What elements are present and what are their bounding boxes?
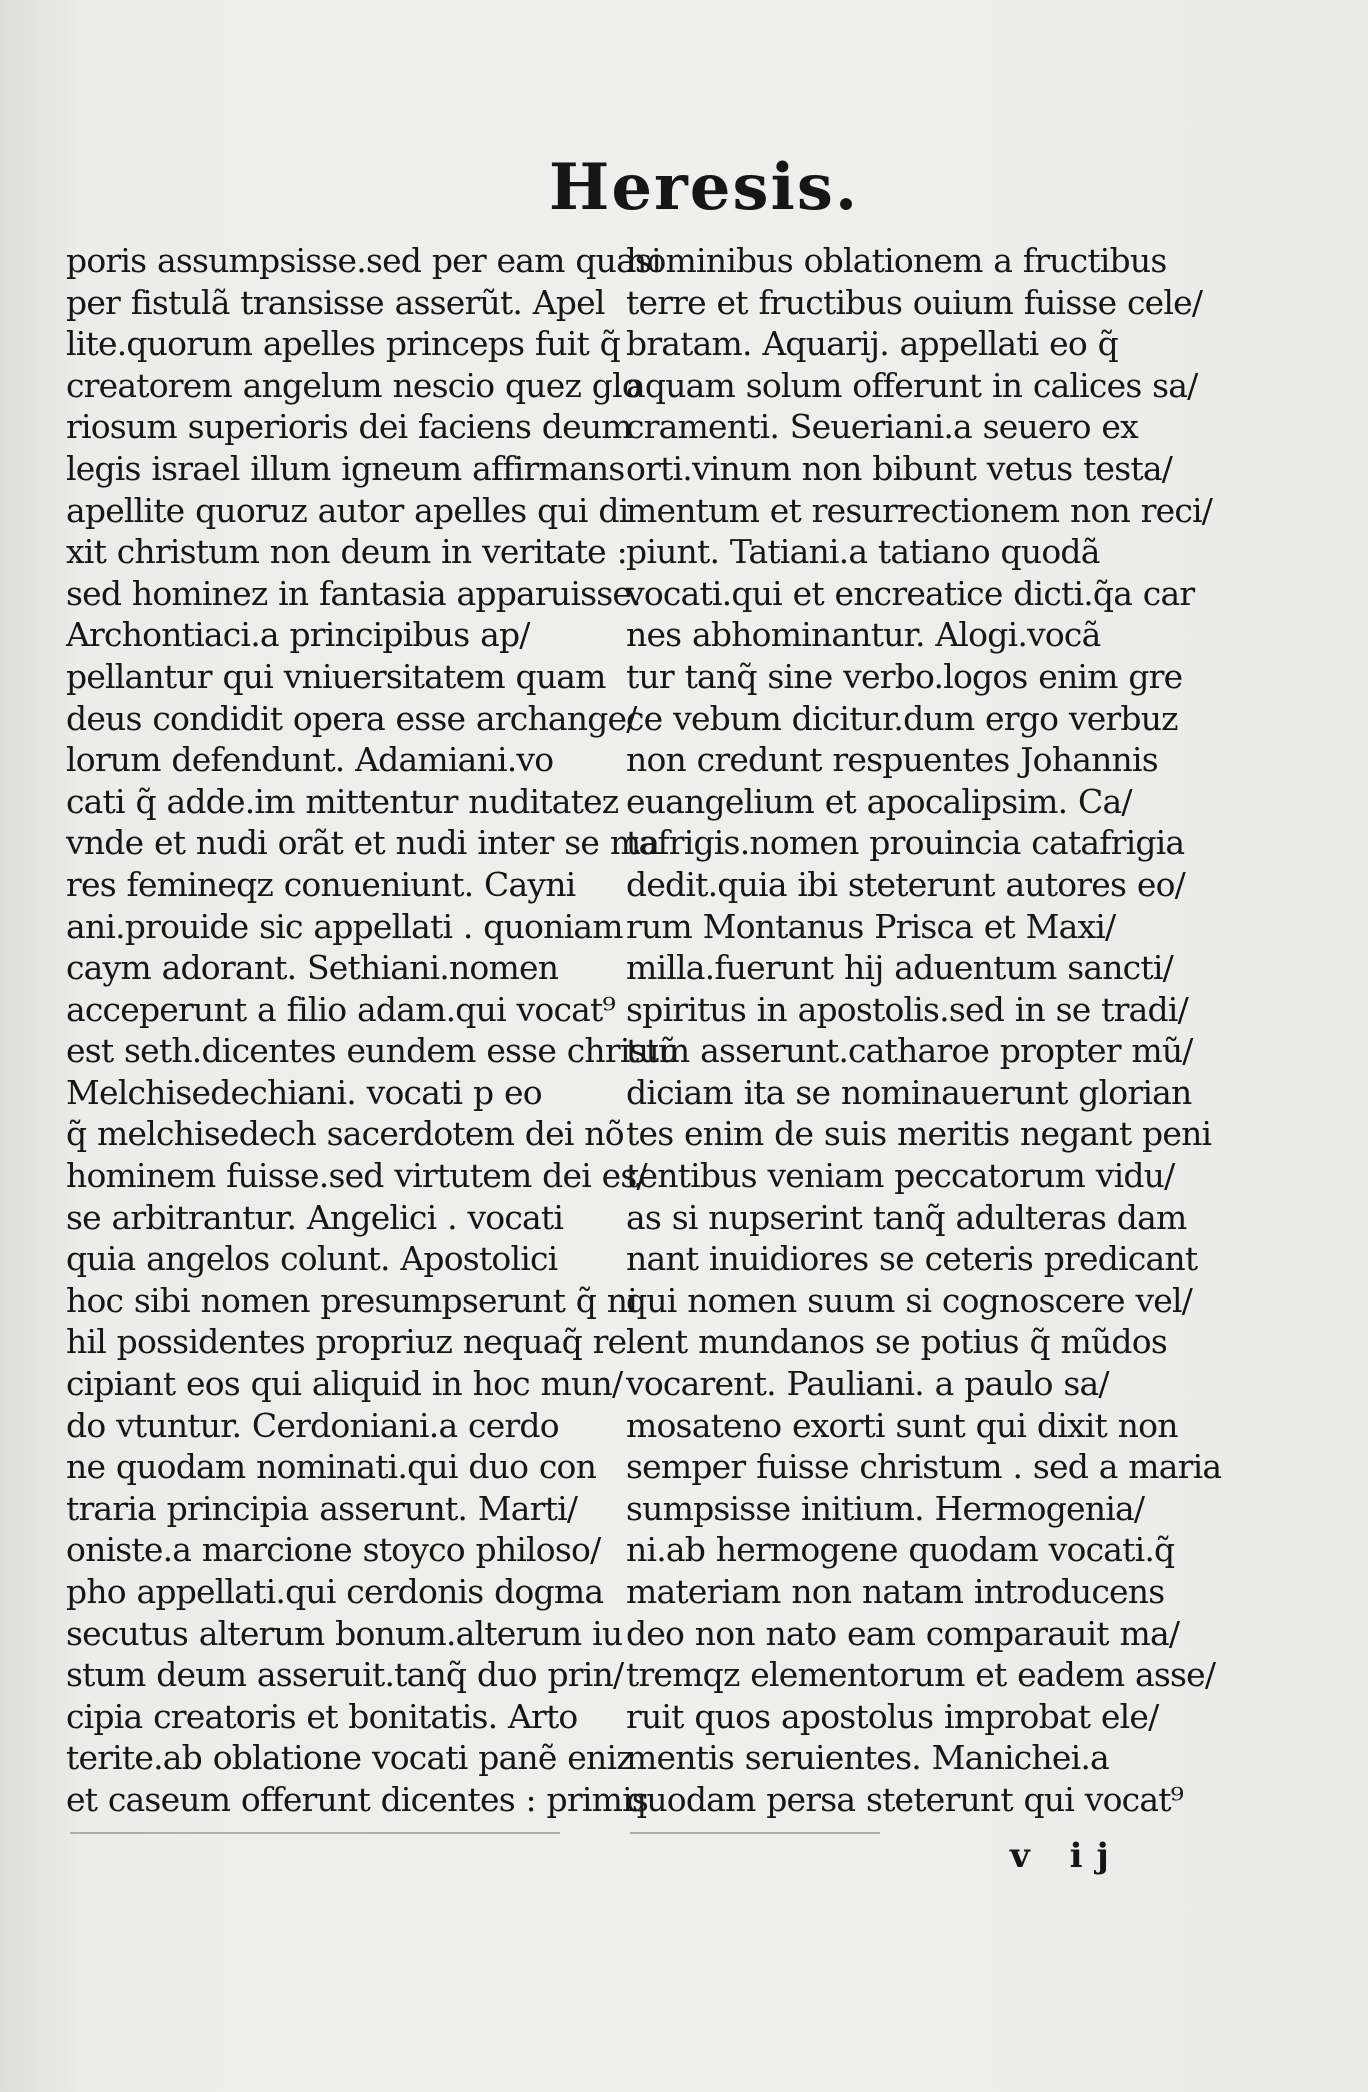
text-line: cramenti. Seueriani.a seuero ex — [626, 407, 1138, 447]
text-line: mosateno exorti sunt qui dixit non — [626, 1405, 1178, 1445]
text-line: non credunt respuentes Johannis — [626, 740, 1158, 780]
text-line: hominibus oblationem a fructibus — [626, 241, 1167, 280]
column-end-rule-right — [630, 1832, 880, 1834]
text-line: tes enim de suis meritis negant peni — [626, 1114, 1212, 1154]
text-line: do vtuntur. Cerdoniani.a cerdo — [66, 1405, 559, 1445]
text-line: pellantur qui vniuersitatem quam — [66, 656, 606, 696]
text-line: per fistulã transisse asserũt. Apel — [66, 282, 605, 322]
text-line: Melchisedechiani. vocati p eo — [66, 1072, 542, 1112]
text-line: nant inuidiores se ceteris predicant — [626, 1239, 1198, 1279]
text-line: mentis seruientes. Manichei.a — [626, 1738, 1109, 1778]
text-line: terre et fructibus ouium fuisse cele/ — [626, 282, 1203, 322]
text-line: res femineqz conueniunt. Cayni — [66, 864, 576, 904]
text-line: cati q̃ adde.im mittentur nuditatez — [66, 781, 619, 821]
text-line: mentum et resurrectionem non reci/ — [626, 490, 1213, 530]
text-line: traria principia asserunt. Marti/ — [66, 1488, 578, 1528]
text-line: diciam ita se nominauerunt glorian — [626, 1072, 1192, 1112]
text-line: vnde et nudi orãt et nudi inter se ma — [66, 823, 660, 863]
text-line: quodam persa steterunt qui vocat⁹ — [626, 1779, 1184, 1819]
text-line: tafrigis.nomen prouincia catafrigia — [626, 823, 1185, 863]
text-line: tur tanq̃ sine verbo.logos enim gre — [626, 656, 1183, 696]
text-line: est seth.dicentes eundem esse christũ — [66, 1031, 679, 1071]
text-line: ani.prouide sic appellati . quoniam — [66, 906, 623, 946]
text-line: et caseum offerunt dicentes : primis — [66, 1779, 648, 1819]
text-line: Archontiaci.a principibus ap/ — [66, 615, 530, 655]
text-line: stum deum asseruit.tanq̃ duo prin/ — [66, 1655, 624, 1695]
text-line: ne quodam nominati.qui duo con — [66, 1447, 597, 1487]
text-line: lite.quorum apelles princeps fuit q̃ — [66, 324, 620, 364]
text-line: ruit quos apostolus improbat ele/ — [626, 1696, 1159, 1736]
text-line: milla.fuerunt hij aduentum sancti/ — [626, 948, 1173, 988]
text-line: deo non nato eam comparauit ma/ — [626, 1613, 1180, 1653]
text-line: orti.vinum non bibunt vetus testa/ — [626, 448, 1173, 488]
text-line: xit christum non deum in veritate : — [66, 532, 627, 572]
text-line: rum Montanus Prisca et Maxi/ — [626, 906, 1116, 946]
text-line: semper fuisse christum . sed a maria — [626, 1447, 1222, 1487]
text-line: secutus alterum bonum.alterum iu — [66, 1613, 623, 1653]
text-line: acceperunt a filio adam.qui vocat⁹ — [66, 989, 615, 1029]
text-line: vocarent. Pauliani. a paulo sa/ — [626, 1364, 1109, 1404]
column-end-rule-left — [70, 1832, 560, 1834]
text-line: poris assumpsisse.sed per eam quasi — [66, 241, 661, 280]
text-line: sumpsisse initium. Hermogenia/ — [626, 1488, 1145, 1528]
signature-mark: v ij — [1010, 1836, 1123, 1876]
text-line: deus condidit opera esse archange/ — [66, 698, 637, 738]
text-line: tremqz elementorum et eadem asse/ — [626, 1655, 1216, 1695]
text-line: ni.ab hermogene quodam vocati.q̃ — [626, 1530, 1175, 1570]
text-line: spiritus in apostolis.sed in se tradi/ — [626, 989, 1188, 1029]
text-line: legis israel illum igneum affirmans — [66, 448, 625, 488]
text-line: as si nupserint tanq̃ adulteras dam — [626, 1197, 1187, 1237]
text-line: qui nomen suum si cognoscere vel/ — [626, 1280, 1193, 1320]
text-line: oniste.a marcione stoyco philoso/ — [66, 1530, 601, 1570]
text-line: sed hominez in fantasia apparuisse. — [66, 573, 641, 613]
text-line: hominem fuisse.sed virtutem dei es/ — [66, 1156, 647, 1196]
text-line: bratam. Aquarij. appellati eo q̃ — [626, 324, 1118, 364]
text-line: piunt. Tatiani.a tatiano quodã — [626, 532, 1100, 572]
text-line: riosum superioris dei faciens deum — [66, 407, 632, 447]
text-line: lorum defendunt. Adamiani.vo — [66, 740, 554, 780]
text-line: caym adorant. Sethiani.nomen — [66, 948, 559, 988]
text-line: se arbitrantur. Angelici . vocati — [66, 1197, 564, 1237]
text-line: aquam solum offerunt in calices sa/ — [626, 365, 1198, 405]
text-line: lent mundanos se potius q̃ mũdos — [626, 1322, 1167, 1362]
text-line: q̃ melchisedech sacerdotem dei nõ — [66, 1114, 624, 1154]
left-text-column — [66, 240, 679, 1821]
text-line: ce vebum dicitur.dum ergo verbuz — [626, 698, 1178, 738]
text-line: vocati.qui et encreatice dicti.q̃a car — [626, 573, 1195, 613]
text-line: nes abhominantur. Alogi.vocã — [626, 615, 1101, 655]
text-line: terite.ab oblatione vocati panẽ eniz — [66, 1738, 633, 1778]
text-line: cipia creatoris et bonitatis. Arto — [66, 1696, 578, 1736]
right-text-column — [626, 240, 1222, 1821]
text-line: hil possidentes propriuz nequaq̃ re — [66, 1322, 627, 1362]
text-line: apellite quoruz autor apelles qui di — [66, 490, 629, 530]
text-line: cipiant eos qui aliquid in hoc mun/ — [66, 1364, 623, 1404]
text-line: euangelium et apocalipsim. Ca/ — [626, 781, 1132, 821]
text-line: dedit.quia ibi steterunt autores eo/ — [626, 864, 1185, 904]
text-line: materiam non natam introducens — [626, 1572, 1165, 1611]
text-line: pho appellati.qui cerdonis dogma — [66, 1572, 604, 1611]
text-line: creatorem angelum nescio quez glo — [66, 365, 641, 405]
running-heading: Heresis. — [548, 150, 860, 225]
text-line: quia angelos colunt. Apostolici — [66, 1239, 558, 1279]
text-line: tum asserunt.catharoe propter mũ/ — [626, 1031, 1193, 1071]
text-line: tentibus veniam peccatorum vidu/ — [626, 1156, 1175, 1196]
text-line: hoc sibi nomen presumpserunt q̃ ni — [66, 1280, 637, 1320]
